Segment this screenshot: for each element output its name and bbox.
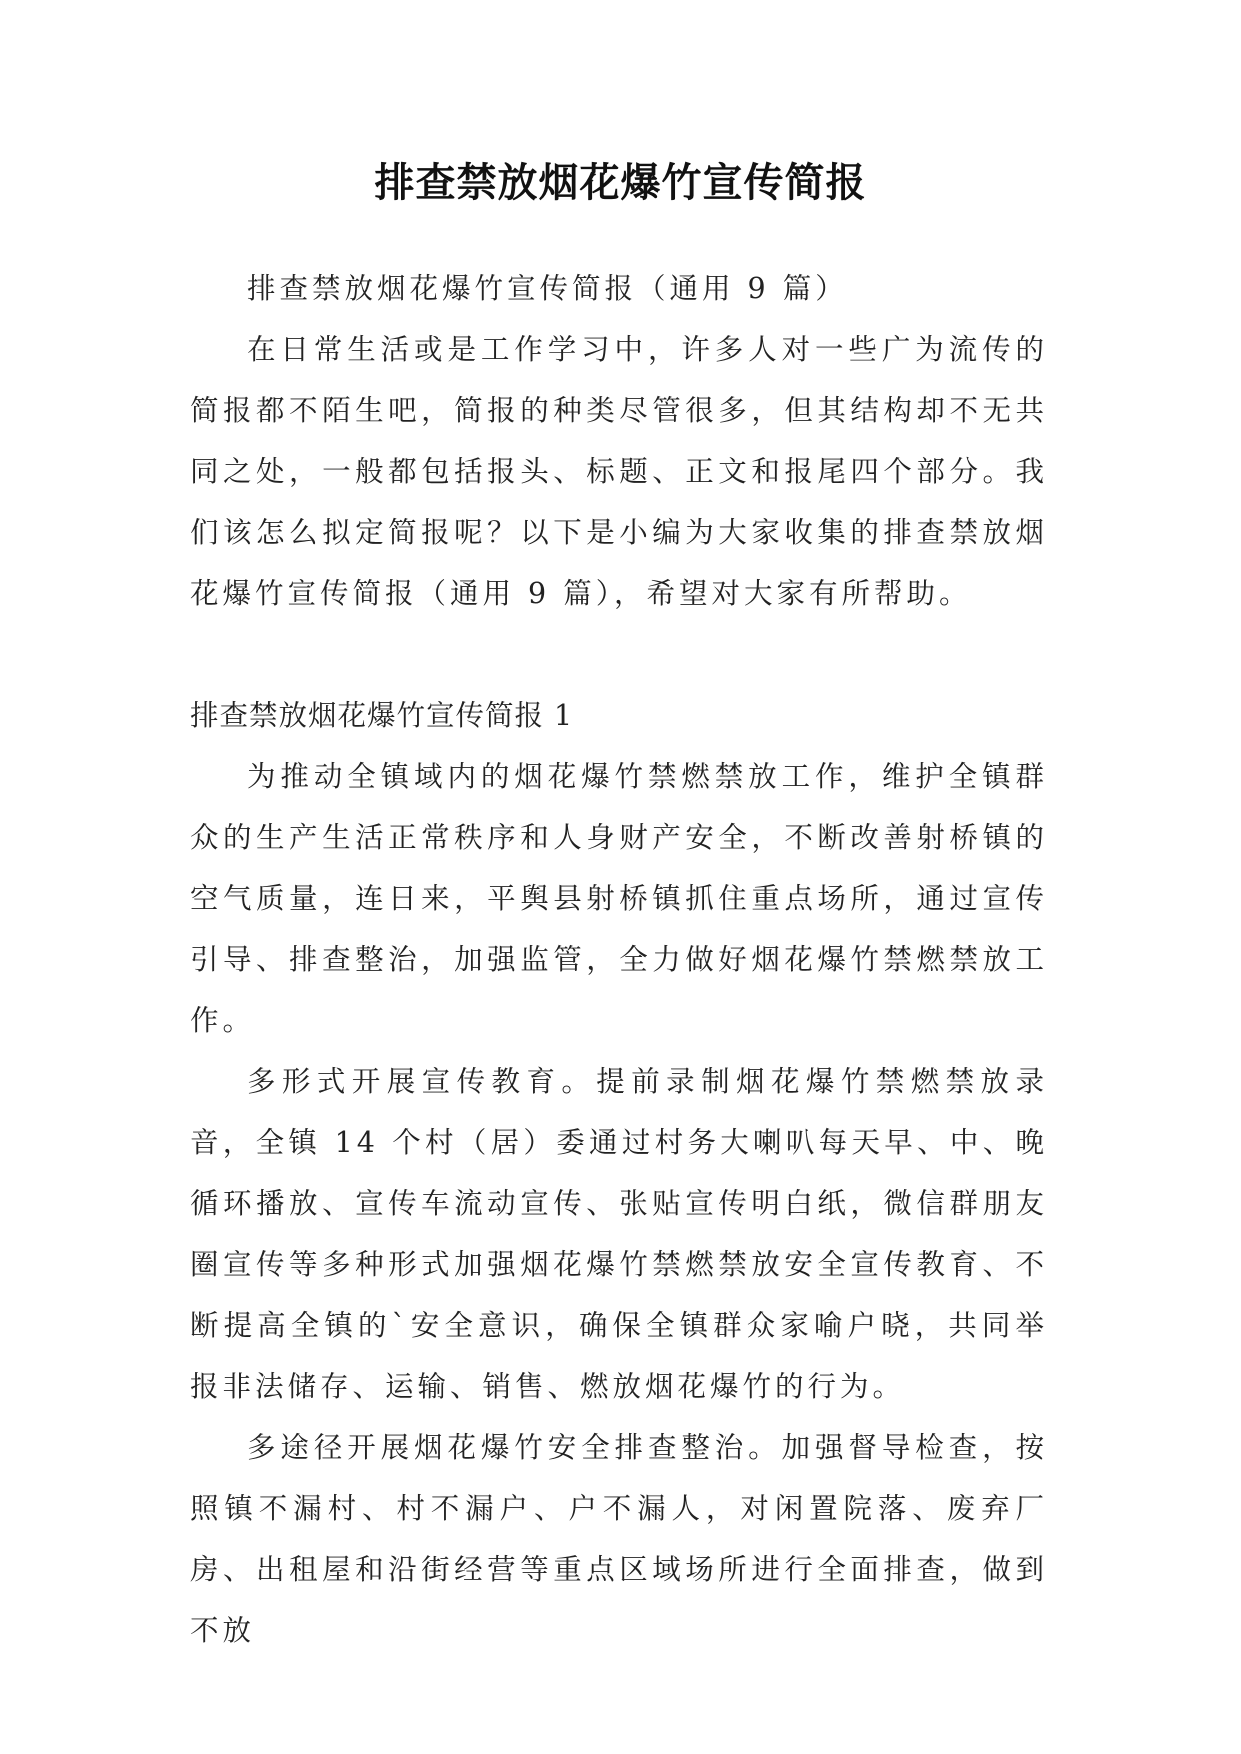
document-body — [190, 258, 1048, 1661]
intro-paragraph: 在日常生活或是工作学习中，许多人对一些广为流传的简报都不陌生吧，简报的种类尽管很多，但其结构却不无共同之处，一般都包括报头、标题、正文和报尾四个部分。我们该怎么拟定简报呢？以下是小编为大家收集的排查禁放烟花爆竹宣传简报（通用 9 篇），希望对大家有所帮助。 — [190, 333, 1048, 610]
section-heading: 排查禁放烟花爆竹宣传简报 1 — [190, 699, 574, 732]
document-subtitle: 排查禁放烟花爆竹宣传简报（通用 9 篇） — [247, 272, 848, 305]
body-paragraph: 多途径开展烟花爆竹安全排查整治。加强督导检查，按照镇不漏村、村不漏户、户不漏人，对闲置院落、废弃厂房、出租屋和沿街经营等重点区域场所进行全面排查，做到不放 — [190, 1431, 1048, 1647]
body-paragraph: 为推动全镇域内的烟花爆竹禁燃禁放工作，维护全镇群众的生产生活正常秩序和人身财产安全，不断改善射桥镇的空气质量，连日来，平舆县射桥镇抓住重点场所，通过宣传引导、排查整治，加强监管，全力做好烟花爆竹禁燃禁放工作。 — [190, 760, 1048, 1037]
body-paragraph: 多形式开展宣传教育。提前录制烟花爆竹禁燃禁放录音，全镇 14 个村（居）委通过村务大喇叭每天早、中、晚循环播放、宣传车流动宣传、张贴宣传明白纸，微信群朋友圈宣传等多种形式加强烟花爆竹禁燃禁放安全宣传教育、不断提高全镇的`安全意识，确保全镇群众家喻户晓，共同举报非法储存、运输、销售、燃放烟花爆竹的行为。 — [190, 1065, 1048, 1403]
document-title: 排查禁放烟花爆竹宣传简报 — [374, 159, 867, 206]
